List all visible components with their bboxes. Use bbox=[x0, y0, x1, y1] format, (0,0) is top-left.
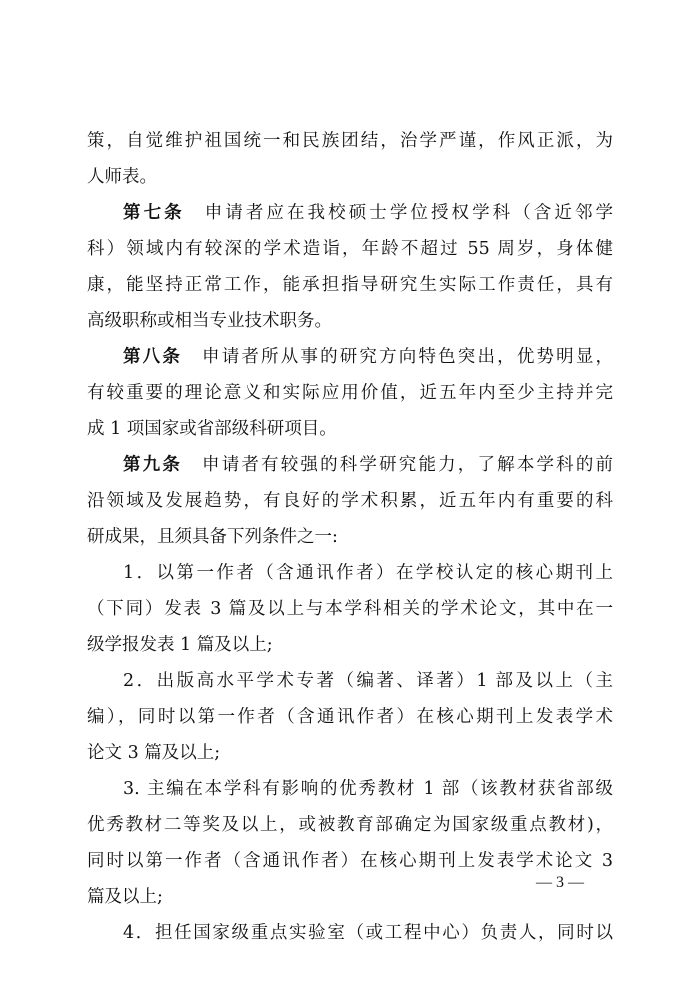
list-item-4-line: 4．担任国家级重点实验室（或工程中心）负责人，同时以 bbox=[123, 923, 613, 943]
article-9-first-line bbox=[87, 447, 613, 483]
document-body bbox=[87, 123, 613, 951]
paragraph-line: 优秀教材二等奖及以上，或被教育部确定为国家级重点教材)， bbox=[87, 815, 613, 835]
paragraph-line: 编），同时以第一作者（含通讯作者）在核心期刊上发表学术 bbox=[87, 707, 613, 727]
paragraph-line: 人师表。 bbox=[87, 167, 157, 187]
paragraph-line: 研成果，且须具备下列条件之一: bbox=[87, 527, 338, 547]
article-9-label: 第九条 bbox=[123, 455, 183, 475]
paragraph-line: 级学报发表 1 篇及以上; bbox=[87, 635, 273, 655]
paragraph-line: 篇及以上; bbox=[87, 887, 163, 907]
paragraph-line: 沿领域及发展趋势，有良好的学术积累，近五年内有重要的科 bbox=[87, 491, 613, 511]
list-item-1-line: 1．以第一作者（含通讯作者）在学校认定的核心期刊上 bbox=[123, 563, 613, 583]
list-item-3-line: 3. 主编在本学科有影响的优秀教材 1 部（该教材获省部级 bbox=[123, 779, 613, 799]
article-7-text: 申请者应在我校硕士学位授权学科（含近邻学 bbox=[204, 203, 614, 223]
paragraph-line: 同时以第一作者（含通讯作者）在核心期刊上发表学术论文 3 bbox=[87, 851, 613, 871]
article-8-first-line bbox=[87, 339, 613, 375]
paragraph-line: 成 1 项国家或省部级科研项目。 bbox=[87, 419, 337, 439]
article-8-text: 申请者所从事的研究方向特色突出，优势明显， bbox=[202, 347, 614, 367]
paragraph-line: 康，能坚持正常工作，能承担指导研究生实际工作责任，具有 bbox=[87, 275, 613, 295]
paragraph-line: 科）领域内有较深的学术造诣，年龄不超过 55 周岁，身体健 bbox=[87, 239, 613, 259]
article-8-label: 第八条 bbox=[123, 347, 183, 367]
paragraph-line: 论文 3 篇及以上; bbox=[87, 743, 221, 763]
page-number: — 3 — bbox=[536, 874, 584, 891]
paragraph-line: 高级职称或相当专业技术职务。 bbox=[87, 311, 332, 331]
paragraph-line: （下同）发表 3 篇及以上与本学科相关的学术论文，其中在一 bbox=[87, 599, 613, 619]
paragraph-line: 策，自觉维护祖国统一和民族团结，治学严谨，作风正派，为 bbox=[87, 131, 613, 151]
paragraph-line: 有较重要的理论意义和实际应用价值，近五年内至少主持并完 bbox=[87, 383, 613, 403]
article-9-text: 申请者有较强的科学研究能力，了解本学科的前 bbox=[202, 455, 614, 475]
list-item-2-line: 2．出版高水平学术专著（编著、译著）1 部及以上（主 bbox=[123, 671, 613, 691]
article-7-label: 第七条 bbox=[123, 203, 185, 223]
article-7-first-line bbox=[87, 195, 613, 231]
